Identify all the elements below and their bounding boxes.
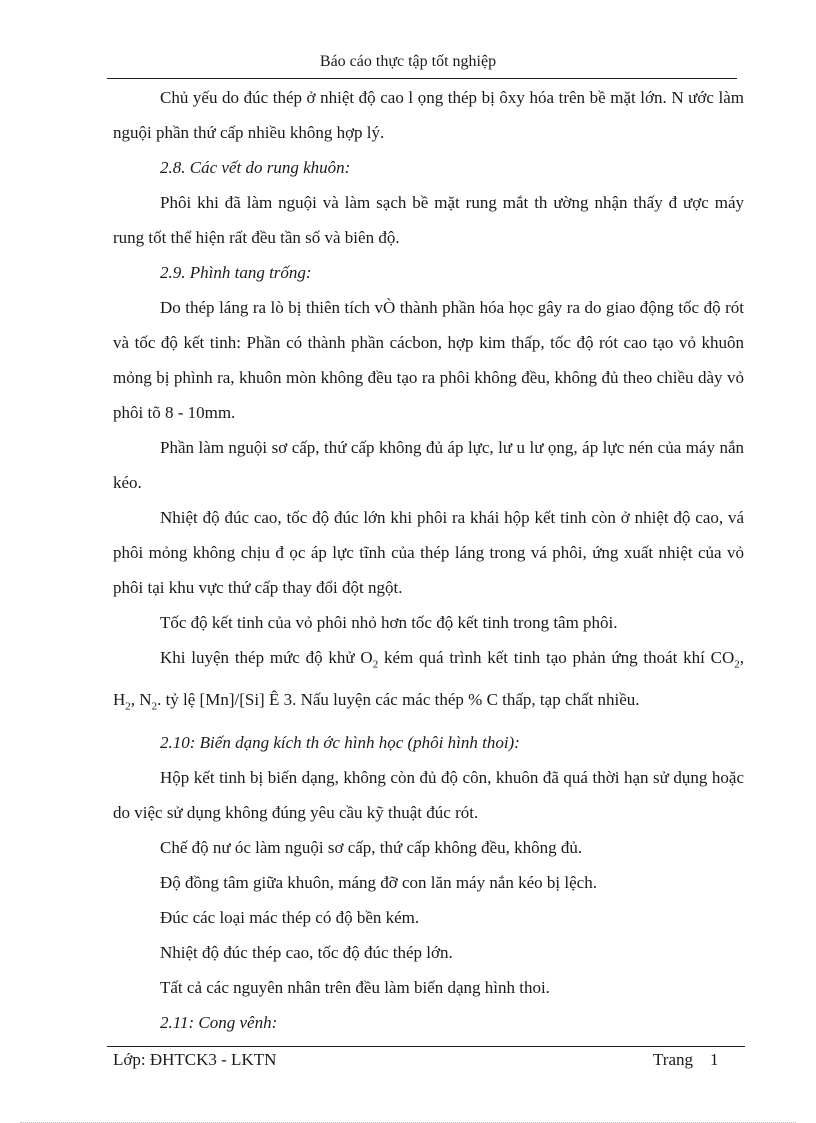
paragraph-7 (113, 640, 744, 725)
p7-sub-h2: 2 (125, 700, 131, 713)
paragraph-8: Hộp kết tinh bị biến dạng, không còn đủ độ côn, khuôn đã quá thời hạn sử dụng hoặc do việc sử dụng không đúng yêu cầu kỹ thuật đúc rót. (113, 767, 744, 822)
p7-part-a: Khi luyện thép mức độ khử O (160, 648, 373, 667)
paragraph-4: Phần làm nguội sơ cấp, thứ cấp không đủ áp lực, lư u lư ọng, áp lực nén của máy nắn kéo. (113, 438, 744, 492)
paragraph-12: Nhiệt độ đúc thép cao, tốc độ đúc thép lớn. (160, 942, 453, 962)
p7-part-c: kém quá trình kết tinh tạo phản ứng thoát khí CO (378, 648, 735, 667)
heading-2-8: 2.8. Các vết do rung khuôn: (160, 158, 351, 177)
paragraph-1: Chủ yếu do đúc thép ở nhiệt độ cao l ọng thép bị ôxy hóa trên bề mặt lớn. N ước làm nguội phần thứ cấp nhiều không hợp lý. (113, 88, 744, 142)
heading-2-11: 2.11: Cong vênh: (160, 1012, 278, 1032)
footer-rule (107, 1046, 745, 1047)
p7-sub-o2: 2 (372, 658, 379, 671)
p7-part-i: . tỷ lệ [Mn]/[Si] Ê 3. Nấu luyện các mác thép % C thấp, tạp chất nhiều. (157, 690, 640, 710)
header-rule (107, 78, 737, 79)
paragraph-11: Đúc các loại mác thép có độ bền kém. (160, 907, 420, 927)
paragraph-6: Tốc độ kết tinh của vỏ phôi nhỏ hơn tốc độ kết tinh trong tâm phôi. (160, 613, 618, 632)
p7-sub-co2: 2 (734, 658, 740, 671)
footer-class-label: Lớp: ĐHTCK3 - LKTN (113, 1050, 277, 1069)
footer-page-number: Trang 1 (653, 1050, 719, 1069)
p7-part-e: , H (113, 648, 744, 710)
paragraph-3: Do thép láng ra lò bị thiên tích vÒ thành phần hóa học gây ra do giao động tốc độ rót và tốc độ kết tinh: Phần có thành phần cácbon, hợp kim thấp, tốc độ rót cao tạo vỏ khuôn mỏng bị phình ra, khuôn mòn không đều tạo ra phôi không đều, không đủ theo chiều dày vỏ phôi tõ 8 - 10mm. (113, 298, 744, 422)
paragraph-2: Phôi khi đã làm nguội và làm sạch bề mặt rung mắt th ường nhận thấy đ ược máy rung tốt thể hiện rất đều tần số và biên độ. (113, 193, 744, 247)
paragraph-9: Chế độ nư óc làm nguội sơ cấp, thứ cấp không đều, không đủ. (160, 837, 583, 857)
p7-part-g: , N (130, 690, 152, 710)
page-header-title: Báo cáo thực tập tốt nghiệp (319, 53, 497, 70)
heading-2-9: 2.9. Phình tang trống: (160, 263, 312, 282)
paragraph-5: Nhiệt độ đúc cao, tốc độ đúc lớn khi phôi ra khái hộp kết tinh còn ở nhiệt độ cao, vá phôi mỏng không chịu đ ọc áp lực tĩnh của thép láng trong vá phôi, ứng xuất nhiệt của vỏ phôi tại khu vực thứ cấp thay đổi đột ngột. (113, 508, 744, 597)
document-body (113, 80, 744, 1040)
heading-2-10: 2.10: Biến dạng kích th ớc hình học (phôi hình thoi): (160, 732, 520, 752)
p7-sub-n2: 2 (151, 700, 158, 713)
paragraph-13: Tất cả các nguyên nhân trên đều làm biến dạng hình thoi. (160, 977, 550, 997)
paragraph-10: Độ đồng tâm giữa khuôn, máng đỡ con lăn máy nắn kéo bị lệch. (160, 872, 597, 892)
